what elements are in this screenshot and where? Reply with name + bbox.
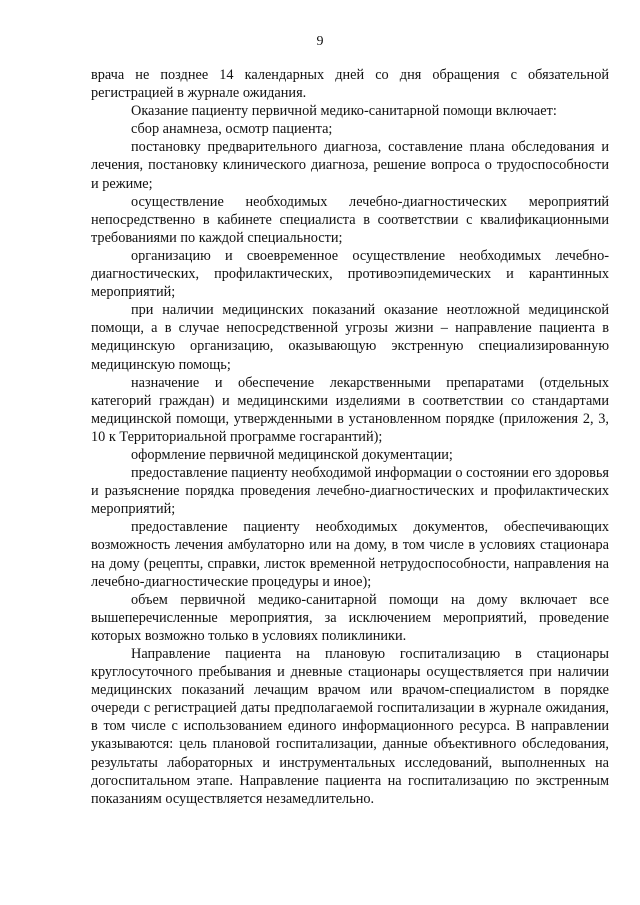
paragraph: Оказание пациенту первичной медико-санитарной помощи включает: [131,103,557,120]
paragraph: сбор анамнеза, осмотр пациента; [131,121,333,138]
page-number: 9 [316,34,324,49]
paragraph: предоставление пациенту необходимых документов, обеспечивающих возможность лечения амбулаторно или на дому, в том числе в условиях стационара на дому (рецепты, справки, листок временной нетрудоспособности, направления на лечебно-диагностические процедуры и иное); [91,519,609,590]
paragraph: при наличии медицинских показаний оказание неотложной медицинской помощи, а в случае непосредственной угрозы жизни – направление пациента в медицинскую организацию, оказывающую экстренную специализированную медицинскую помощь; [91,302,609,373]
paragraph: предоставление пациенту необходимой информации о состоянии его здоровья и разъяснение порядка проведения лечебно-диагностических и профилактических мероприятий; [91,465,609,518]
paragraph: осуществление необходимых лечебно-диагностических мероприятий непосредственно в кабинете специалиста в соответствии с квалификационными требованиями по каждой специальности; [91,193,609,246]
paragraph: Направление пациента на плановую госпитализацию в стационары круглосуточного пребывания и дневные стационары осуществляется при наличии медицинских показаний лечащим врачом или врачом-специалистом в порядке очереди с регистрацией даты предполагаемой госпитализации в журнале ожидания, в том числе с использованием единого информационного ресурса. В направлении указываются: цель плановой госпитализации, данные объективного обследования, результаты лабораторных и инструментальных исследований, выполненных на догоспитальном этапе. Направление пациента на госпитализацию по экстренным показаниям осуществляется незамедлительно. [91,646,609,807]
paragraph: организацию и своевременное осуществление необходимых лечебно-диагностических, профилактических, противоэпидемических и карантинных мероприятий; [91,247,609,301]
document-body [91,66,609,808]
paragraph: постановку предварительного диагноза, составление плана обследования и лечения, постановку клинического диагноза, решение вопроса о трудоспособности и режиме; [91,139,609,192]
paragraph: оформление первичной медицинской документации; [131,446,453,463]
paragraph: врача не позднее 14 календарных дней со дня обращения с обязательной регистрацией в журнале ожидания. [91,67,609,102]
paragraph: объем первичной медико-санитарной помощи на дому включает все вышеперечисленные мероприятия, за исключением мероприятий, проведение которых возможно только в условиях поликлиники. [91,591,609,644]
paragraph: назначение и обеспечение лекарственными препаратами (отдельных категорий граждан) и медицинскими изделиями в соответствии со стандартами медицинской помощи, утвержденными в установленном порядке (приложения 2, 3, 10 к Территориальной программе госгарантий); [91,374,609,445]
